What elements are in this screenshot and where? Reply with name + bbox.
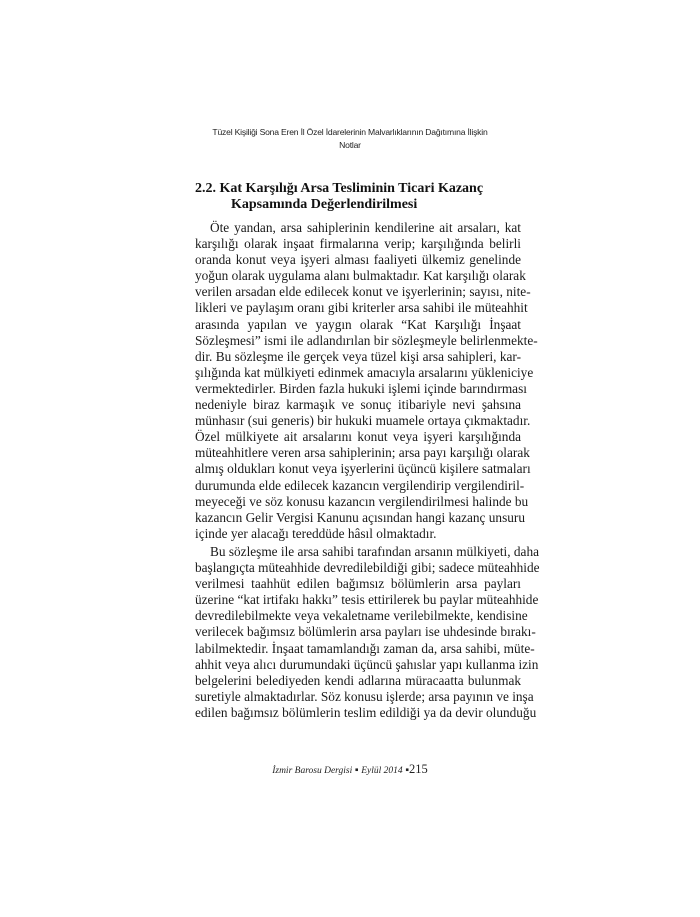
text-line: arasında yapılan ve yaygın olarak “Kat Karşılığı İnşaat [195, 316, 521, 332]
text-line: devredilebilmekte veya vekaletname verilebilmekte, kendisine [195, 608, 528, 624]
text-line: vermektedirler. Birden fazla hukuki işlemi içinde barındırması [195, 380, 527, 396]
paragraph-1 [195, 220, 538, 542]
text-line: meyeceği ve söz konusu kazancın vergilendirilmesi halinde bu [195, 493, 529, 509]
section-title-line2: Kapsamında Değerlendirilmesi [231, 197, 418, 212]
text-line: yoğun olarak uygulama alanı bulmaktadır. Kat karşılığı olarak [195, 268, 526, 284]
text-line: Özel mülkiyete ait arsalarını konut veya işyeri karşılığında [195, 429, 521, 445]
text-line: Bu sözleşme ile arsa sahibi tarafından arsanın mülkiyeti, daha [210, 544, 539, 559]
text-line: verilen arsadan elde edilecek konut ve işyerlerinin; sayısı, nite- [195, 284, 531, 300]
paragraph-2 [195, 544, 540, 721]
text-line: kazancın Gelir Vergisi Kanunu açısından hangi kazanç unsuru [195, 509, 525, 525]
text-line: nedeniyle biraz karmaşık ve sonuç itibariyle nevi şahsına [195, 397, 521, 413]
separator: ▪ [405, 765, 410, 776]
text-line: labilmektedir. İnşaat tamamlandığı zaman da, arsa sahibi, müte- [195, 640, 535, 656]
text-line: verilmesi taahhüt edilen bağımsız bölümlerin arsa payları [195, 576, 521, 592]
text-line: oranda konut veya işyeri alması faaliyeti ülkemiz genelinde [195, 252, 521, 268]
text-line: verilecek bağımsız bölümlerin arsa payları ise uhdesinde bırakı- [195, 624, 536, 640]
text-line: dir. Bu sözleşme ile gerçek veya tüzel kişi arsa sahipleri, kar- [195, 348, 521, 364]
text-line: müteahhitlere veren arsa sahiplerinin; arsa payı karşılığı olarak [195, 445, 530, 461]
section-heading [195, 181, 483, 213]
running-head-line2: Notlar [339, 139, 361, 150]
section-title-line1: Kat Karşılığı Arsa Tesliminin Ticari Kazanç [219, 181, 484, 196]
text-line: karşılığı olarak inşaat firmalarına verip; karşılığında belirli [195, 236, 521, 252]
text-line: edilen bağımsız bölümlerin teslim edildiği ya da devir olunduğu [195, 704, 537, 720]
page-footer [0, 762, 700, 777]
text-line: münhasır (sui generis) bir hukuki muamele ortaya çıkmaktadır. [195, 413, 531, 429]
text-line: almış oldukları konut veya işyerlerini üçüncü kişilere satmaları [195, 461, 531, 477]
running-head [170, 126, 530, 151]
text-line: ahhit veya alıcı durumundaki üçüncü şahıslar yapı kullanma izin [195, 656, 539, 672]
text-line: durumunda elde edilecek kazancın vergilendirip vergilendiril- [195, 477, 525, 493]
text-line: şılığında kat mülkiyeti edinmek amacıyla arsalarını yükleniciye [195, 364, 534, 380]
page-number: 215 [409, 762, 428, 776]
text-line: içinde yer alacağı tereddüde hâsıl olmaktadır. [195, 525, 437, 541]
section-number: 2.2. [195, 181, 216, 196]
text-line: suretiyle almaktadırlar. Söz konusu işlerde; arsa payının ve inşa [195, 688, 534, 704]
running-head-line1: Tüzel Kişiliği Sona Eren İl Özel İdarelerinin Malvarlıklarının Dağıtımına İlişkin [212, 127, 488, 137]
text-line: belgelerini belediyeden kendi adlarına müracaatta bulunmak [195, 672, 521, 688]
separator: ▪ [354, 765, 359, 776]
journal-name: İzmir Barosu Dergisi [272, 766, 353, 776]
text-line: başlangıçta müteahhide devredilebildiği gibi; sadece müteahhide [195, 560, 540, 576]
text-line: üzerine “kat irtifakı hakkı” tesis ettirilerek bu paylar müteahhide [195, 592, 539, 608]
issue-date: Eylül 2014 [361, 766, 403, 776]
text-line: likleri ve paylaşım oranı gibi kriterler arsa sahibi ile müteahhit [195, 300, 528, 316]
text-line: Öte yandan, arsa sahiplerinin kendilerine ait arsaları, kat [210, 220, 521, 235]
text-line: Sözleşmesi” ismi ile adlandırılan bir sözleşmeyle belirlenmekte- [195, 332, 538, 348]
